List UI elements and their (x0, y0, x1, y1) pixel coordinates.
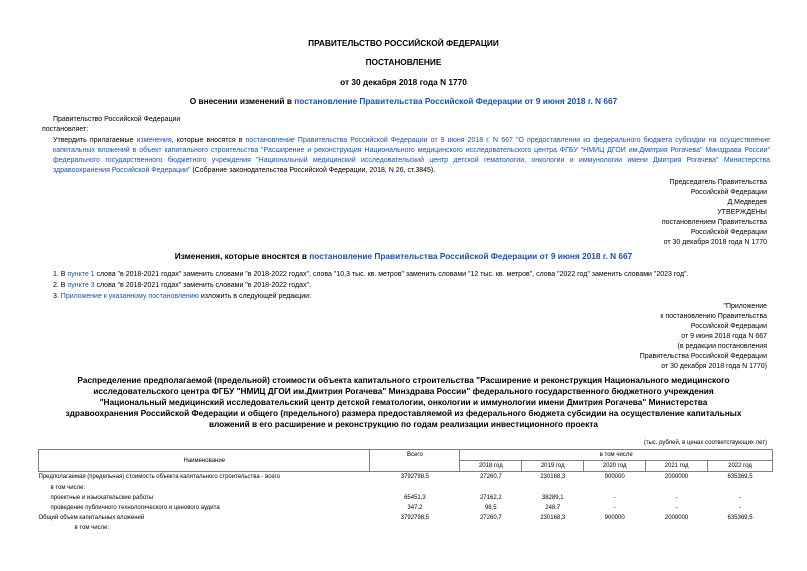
approval-line: УТВЕРЖДЕНЫ (717, 209, 767, 216)
row-name: в том числе: (74, 524, 110, 531)
row-total (370, 483, 460, 493)
title-line: вложений в его расширение и реконструкцию по годам реализации инвестиционного проекта (209, 419, 598, 429)
row-value: 2000000 (664, 474, 689, 481)
col-header-year: 2019 год (522, 461, 584, 472)
row-value (460, 523, 522, 533)
row-value: 900000 (604, 474, 625, 481)
row-value: 635369,5 (727, 514, 753, 521)
appendix-line: от 30 декабря 2018 года N 1770) (661, 363, 767, 370)
title-line: здравоохранения Российской Федерации и общего (предельного) размера предоставляемой из федерального бюджета субсидии на осуществление капитальных (65, 408, 742, 418)
table-row (39, 523, 773, 533)
row-value: 230168,3 (540, 514, 566, 521)
distribution-title (30, 375, 777, 430)
item-3-text: изложить в следующей редакции: (198, 293, 311, 300)
row-value (646, 523, 708, 533)
p1-text-c: (Собрание законодательства Российской Федерации, 2018, N 26, ст.3845). (190, 167, 436, 174)
doc-date-number: от 30 декабря 2018 года N 1770 (340, 77, 467, 87)
distribution-table (38, 449, 773, 533)
row-total: 3792798,5 (400, 474, 430, 481)
row-total: 3792798,5 (400, 514, 430, 521)
table-row (39, 513, 773, 523)
row-value: - (739, 504, 742, 511)
title-line: исследовательского центра ФГБУ "НМИЦ ДГОИ им.Дмитрия Рогачева" Минздрава России" федерального государственного бюджетного учреждения (93, 386, 714, 396)
row-value: - (613, 494, 616, 501)
appendix-line: Правительства Российской Федерации (639, 353, 767, 360)
changes-title-link[interactable]: постановление Правительства Российской Федерации от 9 июня 2018 г. N 667 (309, 251, 633, 261)
row-value: 27260,7 (479, 474, 502, 481)
signature-line: Д.Медведев (727, 199, 767, 206)
table-header-row (39, 450, 773, 461)
item-1-text: слова "в 2018-2021 годах" заменить словами "в 2018-2022 годах", слова "10,3 тыс. кв. метров" заменить словами "12 тыс. кв. метров", слова "2022 год" заменить словами "2023 год". (94, 271, 689, 278)
row-value: 2000000 (664, 514, 689, 521)
item-2-text: слова "в 2018-2021 годах" заменить словами "в 2018-2022 годах". (94, 282, 311, 289)
row-name: в том числе: (50, 484, 86, 491)
doc-subject (0, 96, 807, 106)
item-1-prefix: 1. В (53, 271, 68, 278)
resolution-667-link[interactable]: постановление Правительства Российской Федерации от 9 июня 2018 г. N 667 "О предоставлении из федерального бюджета субсидии на осуществление капитальных вложений в объект капитального строительства "Расширение и реконструкция Национального медицинского исследовательского центра ФГБУ "НМИЦ ДГОИ им.Дмитрия Рогачева" Минздрава России" федерального государственного бюджетного учреждения "Национальный медицинский исследовательский центр детской гематологии, онкологии и иммунологии имени Дмитрия Рогачева" Министерства здравоохранения Российской Федерации" (53, 137, 770, 174)
row-value (522, 523, 584, 533)
item-3-link[interactable]: Приложение к указанному постановлению (60, 293, 199, 300)
row-value: 900000 (604, 514, 625, 521)
approval-line: постановлением Правительства (661, 219, 767, 226)
row-name: Предполагаемая (предельная) стоимость объекта капитального строительства - всего (38, 474, 280, 481)
col-header-incl: в том числе (460, 450, 773, 461)
signature-line: Российской Федерации (690, 189, 767, 196)
col-header-year: 2022 год (708, 461, 773, 472)
p1-text-a: Утвердить прилагаемые (53, 137, 137, 144)
appendix-line: Российской Федерации (690, 323, 767, 330)
decides-label: постановляет: (42, 126, 89, 133)
col-header-year: 2020 год (584, 461, 646, 472)
row-value: - (613, 504, 616, 511)
row-value: 635369,5 (727, 474, 753, 481)
row-value: 38289,1 (541, 494, 564, 501)
item-3-prefix: 3. (53, 293, 61, 300)
approval-line: Российской Федерации (690, 229, 767, 236)
p1-text-b: , которые вносятся в (171, 137, 246, 144)
appendix-line: (в редакции постановления (677, 343, 767, 350)
row-value: 27260,7 (479, 514, 502, 521)
doc-org: ПРАВИТЕЛЬСТВО РОССИЙСКОЙ ФЕДЕРАЦИИ (308, 38, 499, 48)
appendix-line: к постановлению Правительства (660, 313, 767, 320)
row-value (708, 483, 773, 493)
item-2-prefix: 2. В (53, 282, 68, 289)
change-item-1 (53, 270, 689, 280)
doc-type: ПОСТАНОВЛЕНИЕ (365, 57, 442, 67)
change-item-3 (53, 292, 311, 302)
row-value (522, 483, 584, 493)
row-value: 27162,2 (479, 494, 502, 501)
changes-title (0, 251, 807, 261)
row-total: 65451,3 (404, 494, 426, 501)
row-value (646, 483, 708, 493)
government-label: Правительство Российской Федерации (53, 116, 181, 123)
row-value (584, 523, 646, 533)
signature-block (467, 178, 767, 248)
row-value (460, 483, 522, 493)
col-header-total: Всего (370, 450, 460, 472)
units-note: (тыс. рублей, в ценах соответствующих лет) (643, 440, 767, 446)
col-header-name: Наименование (39, 450, 370, 472)
changes-title-prefix: Изменения, которые вносятся в (174, 251, 310, 261)
table-row (39, 483, 773, 493)
item-1-link[interactable]: пункте 1 (67, 271, 95, 278)
table-row (39, 493, 773, 503)
table-row (39, 503, 773, 513)
col-header-year: 2021 год (646, 461, 708, 472)
row-name: проектные и изыскательские работы (50, 494, 154, 501)
change-item-2 (53, 281, 311, 291)
decree-paragraph (53, 136, 770, 176)
col-header-year: 2018 год (460, 461, 522, 472)
title-line: "Национальный медицинский исследовательский центр детской гематологии, онкологии и иммунологии имени Дмитрия Рогачева" Министерства (99, 397, 708, 407)
appendix-note (467, 302, 767, 372)
table-row (39, 472, 773, 483)
title-line: Распределение предполагаемой (предельной) стоимости объекта капитального строительства "Расширение и реконструкция Национального медицинского (77, 375, 730, 385)
signature-line: Председатель Правительства (669, 179, 767, 186)
row-value: - (675, 504, 678, 511)
row-name: Общий объем капитальных вложений (38, 514, 145, 521)
row-value: - (675, 494, 678, 501)
row-value (584, 483, 646, 493)
item-2-link[interactable]: пункте 3 (67, 282, 95, 289)
row-value: - (739, 494, 742, 501)
row-value (708, 523, 773, 533)
doc-subject-link[interactable]: постановление Правительства Российской Федерации от 9 июня 2018 г. N 667 (294, 96, 618, 106)
row-total (370, 523, 460, 533)
row-value: 98,5 (484, 504, 497, 511)
doc-subject-prefix: О внесении изменений в (189, 96, 295, 106)
appendix-line: "Приложение (723, 303, 767, 310)
approval-line: от 30 декабря 2018 года N 1770 (663, 239, 767, 246)
row-value: 248,7 (545, 504, 561, 511)
row-total: 347,2 (407, 504, 423, 511)
changes-link[interactable]: изменения (136, 137, 172, 144)
appendix-line: от 9 июня 2018 года N 667 (681, 333, 767, 340)
row-name: проведение публичного технологического и ценового аудита (50, 504, 220, 511)
row-value: 230168,3 (540, 474, 566, 481)
